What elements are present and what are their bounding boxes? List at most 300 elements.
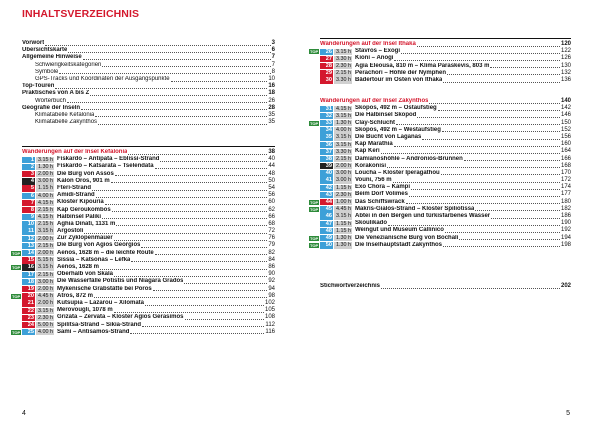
- hike-title: Fiskardo – Antipata – Eblissi-Strand: [57, 156, 160, 163]
- dot-leader: [84, 230, 267, 234]
- dot-leader: [396, 121, 560, 125]
- toc-entry-page: 7: [271, 54, 275, 61]
- hike-number-badge: 47: [320, 221, 333, 227]
- hike-page: 186: [560, 213, 571, 219]
- hike-page: 72: [268, 228, 275, 235]
- hike-entry[interactable]: [22, 314, 275, 321]
- hike-page: 98: [268, 292, 275, 299]
- hike-number-badge: 3: [22, 171, 35, 177]
- toc-entry-page: 35: [268, 111, 275, 118]
- hike-duration: 3.00 h: [336, 177, 351, 184]
- hike-entry[interactable]: [22, 307, 275, 314]
- hike-duration: 4.15 h: [38, 214, 53, 221]
- hike-entry[interactable]: [320, 184, 571, 191]
- hike-entry[interactable]: [310, 198, 571, 206]
- hike-duration: 3.00 h: [38, 278, 53, 285]
- hike-entry[interactable]: [22, 278, 275, 285]
- hike-page: 48: [268, 170, 275, 177]
- dot-leader: [475, 207, 560, 211]
- hike-entry[interactable]: [320, 170, 571, 177]
- hike-duration: 1.30 h: [38, 163, 53, 170]
- hike-number-badge: 19: [22, 286, 35, 292]
- section-heading-zakynthos[interactable]: [320, 98, 571, 105]
- dot-leader: [45, 42, 270, 46]
- hike-number-badge: 11: [22, 228, 35, 234]
- hike-duration: 2.15 h: [336, 155, 351, 162]
- hike-entry[interactable]: [22, 221, 275, 228]
- hike-number-badge: 43: [320, 192, 333, 198]
- toc-entry-page: 18: [268, 90, 275, 97]
- dot-leader: [111, 179, 268, 183]
- dot-leader: [153, 287, 268, 291]
- top-tour-badge: TOP: [310, 242, 319, 248]
- hike-duration: 1.00 h: [336, 199, 351, 206]
- dot-leader: [59, 70, 270, 74]
- hike-entry[interactable]: [320, 63, 571, 70]
- hike-duration: 4.45 h: [38, 293, 53, 300]
- hike-entry[interactable]: [320, 156, 571, 163]
- hike-entry[interactable]: [320, 77, 571, 84]
- toc-entry-page: 6: [271, 47, 275, 54]
- hike-number-badge: 25: [22, 329, 35, 335]
- hike-title: Kap Keri: [355, 148, 380, 155]
- hike-title: Sissia – Katsonas – Lefka: [57, 256, 131, 263]
- hike-number-badge: 4: [22, 178, 35, 184]
- hike-page: 190: [560, 220, 571, 227]
- toc-heading: INHALTSVERZEICHNIS: [22, 8, 140, 20]
- dot-leader: [464, 157, 560, 161]
- toc-entry-page: 7: [271, 61, 275, 68]
- hike-duration: 2.15 h: [336, 70, 351, 77]
- hike-title: Skoulikado: [355, 220, 388, 227]
- hike-entry[interactable]: [320, 213, 571, 220]
- dot-leader: [459, 236, 560, 240]
- hike-entry[interactable]: [12, 264, 275, 271]
- dot-leader: [100, 266, 267, 270]
- toc-entry-page: 3: [271, 40, 275, 46]
- hike-title: Die Halbinsel Skopod: [355, 112, 417, 119]
- hike-number-badge: 16: [22, 264, 35, 270]
- toc-entry[interactable]: [22, 54, 275, 61]
- hike-duration: 2.00 h: [38, 250, 53, 257]
- toc-entry[interactable]: [22, 69, 275, 76]
- hike-title: Aenos, 1628 m: [57, 264, 100, 270]
- toc-entry-title: Wörterbuch: [35, 97, 67, 104]
- hike-number-badge: 35: [320, 134, 333, 140]
- dot-leader: [491, 215, 560, 219]
- hike-title: Damianoshöhle – Andronios-Brunnen: [355, 155, 463, 162]
- index-entry[interactable]: [320, 283, 571, 290]
- ithaka-section: [310, 38, 571, 84]
- hike-duration: 3.15 h: [336, 112, 351, 119]
- hike-number-badge: 23: [22, 315, 35, 321]
- hike-entry[interactable]: [310, 48, 571, 55]
- hike-title: Kutsupia – Lazarou – Xilomata: [57, 299, 145, 306]
- hike-duration: 2.30 h: [38, 314, 53, 321]
- hike-entry[interactable]: [310, 241, 571, 249]
- hike-title: Makris-Gialos-Strand – Kloster Spiliotissa: [355, 205, 475, 212]
- hike-entry[interactable]: [22, 271, 275, 278]
- dot-leader: [406, 200, 560, 204]
- hike-number-badge: 48: [320, 228, 333, 234]
- hike-number-badge: 10: [22, 221, 35, 227]
- dot-leader: [145, 302, 264, 306]
- hike-duration: 3.15 h: [38, 228, 53, 235]
- toc-entry-page: 26: [268, 97, 275, 104]
- hike-title: Merovougli, 1078 m: [57, 307, 113, 314]
- hike-duration: 3.00 h: [336, 170, 351, 177]
- hike-duration: 2.00 h: [38, 300, 53, 307]
- hike-number-badge: 20: [22, 293, 35, 299]
- hike-duration: 1.15 h: [336, 220, 351, 227]
- toc-entry[interactable]: [22, 90, 275, 97]
- toc-entry-page: 16: [268, 83, 275, 90]
- hike-number-badge: 22: [22, 308, 35, 314]
- section-heading-ithaka[interactable]: [320, 41, 571, 48]
- hike-number-badge: 12: [22, 236, 35, 242]
- hike-title: Skopos, 492 m – Ostaufstieg: [355, 105, 437, 112]
- dot-leader: [422, 136, 560, 140]
- hike-title: Stavros – Exogi: [355, 48, 401, 55]
- hike-entry[interactable]: [320, 191, 571, 198]
- toc-entry-page: 28: [268, 104, 275, 111]
- hike-duration: 1.30 h: [336, 119, 351, 126]
- hike-duration: 3.30 h: [336, 148, 351, 155]
- hike-entry[interactable]: [22, 163, 275, 170]
- hike-title: Sami – Antisamos-Strand: [57, 328, 130, 335]
- hike-page: 180: [560, 198, 571, 205]
- dot-leader: [409, 193, 560, 197]
- hike-title: Die Wasserfälle Potistis und Niagara Grados: [57, 278, 184, 285]
- section-heading-kefalonia[interactable]: [22, 149, 275, 156]
- dot-leader: [442, 128, 560, 132]
- hike-duration: 1.15 h: [336, 227, 351, 234]
- dot-leader: [381, 285, 560, 289]
- hike-duration: 3.15 h: [336, 213, 351, 220]
- toc-entry-page: 10: [268, 75, 275, 82]
- hike-entry[interactable]: [22, 228, 275, 235]
- hike-page: 164: [560, 148, 571, 155]
- hike-page: 92: [268, 278, 275, 285]
- hike-number-badge: 40: [320, 170, 333, 176]
- toc-entry-page: 120: [560, 41, 571, 47]
- toc-entry-title: Praktisches von A bis Z: [22, 90, 90, 97]
- hike-title: Agia Eleousa, 810 m – Klima Paraskevis, 803 m: [355, 62, 490, 69]
- dot-leader: [171, 78, 268, 82]
- hike-entry[interactable]: [320, 105, 571, 112]
- toc-entry[interactable]: [22, 98, 275, 105]
- toc-entry[interactable]: [22, 40, 275, 47]
- dot-leader: [114, 309, 264, 313]
- dot-leader: [96, 194, 268, 198]
- dot-leader: [393, 179, 560, 183]
- dot-leader: [184, 280, 267, 284]
- toc-entry-title: Stichwortverzeichnis: [320, 283, 381, 289]
- hike-title: Loucha – Kloster Iperagathou: [355, 169, 440, 176]
- hike-page: 40: [268, 156, 275, 163]
- toc-entry[interactable]: [22, 83, 275, 90]
- toc-entry[interactable]: [22, 112, 275, 119]
- page-number-left: 4: [22, 410, 26, 417]
- hike-duration: 3.30 h: [336, 77, 351, 84]
- dot-leader: [131, 258, 267, 262]
- hike-duration: 4.15 h: [336, 105, 351, 112]
- hike-number-badge: 5: [22, 185, 35, 191]
- hike-title: Bädertour im Osten von Ithaka: [355, 76, 443, 83]
- hike-page: 194: [560, 234, 571, 241]
- toc-entry-title: Vorwort: [22, 40, 45, 46]
- hike-duration: 3.15 h: [38, 307, 53, 314]
- dot-leader: [443, 243, 560, 247]
- hike-page: 177: [560, 191, 571, 198]
- hike-entry[interactable]: [22, 257, 275, 264]
- hike-entry[interactable]: [320, 227, 571, 234]
- hike-number-badge: 8: [22, 207, 35, 213]
- top-tour-badge: TOP: [12, 250, 21, 256]
- hike-duration: 2.00 h: [38, 235, 53, 242]
- hike-number-badge: 2: [22, 164, 35, 170]
- dot-leader: [142, 323, 264, 327]
- hike-page: 54: [268, 184, 275, 191]
- hike-number-badge: 41: [320, 177, 333, 183]
- dot-leader: [445, 229, 560, 233]
- hike-number-badge: 44: [320, 199, 333, 205]
- dot-leader: [447, 71, 560, 75]
- toc-entry-title: Top-Touren: [22, 83, 55, 90]
- hike-entry[interactable]: [320, 177, 571, 184]
- hike-entry[interactable]: [320, 141, 571, 148]
- hike-entry[interactable]: [310, 119, 571, 127]
- hike-duration: 1.15 h: [38, 185, 53, 192]
- dot-leader: [102, 63, 270, 67]
- hike-page: 60: [268, 199, 275, 206]
- hike-page: 79: [268, 242, 275, 249]
- kefalonia-section: [12, 146, 275, 336]
- hike-title: Die Inselhauptstadt Zakynthos: [355, 241, 443, 248]
- dot-leader: [394, 143, 560, 147]
- hike-page: 142: [560, 105, 571, 112]
- dot-leader: [394, 57, 560, 61]
- toc-entry-title: Wanderungen auf der Insel Zakynthos: [320, 98, 429, 104]
- hike-page: 108: [264, 314, 275, 321]
- hike-entry[interactable]: [22, 192, 275, 199]
- hike-entry[interactable]: [320, 134, 571, 141]
- hike-title: Kap Geroukombos: [57, 206, 111, 213]
- hike-entry[interactable]: [320, 127, 571, 134]
- dot-leader: [98, 121, 267, 125]
- hike-entry[interactable]: [22, 286, 275, 293]
- hike-entry[interactable]: [22, 300, 275, 307]
- hike-title: Perachori – Höhle der Nymphen: [355, 69, 447, 76]
- hike-page: 156: [560, 133, 571, 140]
- hike-title: Vouni, 756 m: [355, 177, 392, 184]
- dot-leader: [411, 186, 560, 190]
- hike-entry[interactable]: [320, 163, 571, 170]
- hike-page: 112: [265, 321, 275, 328]
- hike-number-badge: 42: [320, 185, 333, 191]
- dot-leader: [141, 244, 267, 248]
- dot-leader: [114, 237, 268, 241]
- hike-title: Halbinsel Paliki: [57, 213, 102, 220]
- dot-leader: [160, 158, 267, 162]
- dot-leader: [55, 85, 267, 89]
- dot-leader: [102, 215, 267, 219]
- hike-entry[interactable]: [22, 207, 275, 214]
- hike-entry[interactable]: [22, 235, 275, 242]
- hike-entry[interactable]: [22, 322, 275, 329]
- hike-page: 56: [268, 192, 275, 199]
- hike-page: 132: [560, 69, 571, 76]
- hike-title: Aghia Dinati, 1131 m: [57, 220, 116, 227]
- hike-title: Mykenische Grabstätte bei Poros: [57, 285, 152, 292]
- hike-title: Oberhalb von Skala: [57, 271, 114, 278]
- hike-title: Spilitsa-Strand – Sikia-Strand: [57, 321, 142, 328]
- hike-number-badge: 49: [320, 235, 333, 241]
- hike-entry[interactable]: [320, 148, 571, 155]
- hike-page: 102: [264, 299, 275, 306]
- hike-page: 44: [268, 163, 275, 170]
- hike-duration: 3.15 h: [336, 48, 351, 55]
- dot-leader: [130, 330, 264, 334]
- hike-entry[interactable]: [22, 171, 275, 178]
- toc-entry-page: 35: [268, 119, 275, 126]
- hike-entry[interactable]: [320, 112, 571, 119]
- hike-duration: 4.00 h: [336, 127, 351, 134]
- top-tour-badge: TOP: [310, 235, 319, 241]
- hike-entry[interactable]: [22, 178, 275, 185]
- hike-duration: 5.15 h: [38, 257, 53, 264]
- hike-number-badge: 1: [22, 157, 35, 163]
- toc-entry[interactable]: [22, 105, 275, 112]
- hike-title: Fteri-Strand: [57, 184, 92, 191]
- hike-entry[interactable]: [22, 185, 275, 192]
- hike-page: 94: [268, 285, 275, 292]
- hike-page: 50: [268, 177, 275, 184]
- hike-page: 170: [560, 169, 571, 176]
- hike-entry[interactable]: [310, 234, 571, 242]
- dot-leader: [90, 92, 267, 96]
- hike-number-badge: 27: [320, 56, 333, 62]
- hike-page: 152: [560, 126, 571, 133]
- hike-entry[interactable]: [310, 205, 571, 213]
- dot-leader: [115, 172, 268, 176]
- top-tour-badge: TOP: [12, 293, 21, 299]
- hike-title: Die Burg von Agios Georgios: [57, 242, 141, 249]
- hike-number-badge: 21: [22, 300, 35, 306]
- hike-duration: 4.00 h: [38, 192, 53, 199]
- toc-entry[interactable]: [22, 47, 275, 54]
- hike-page: 68: [268, 220, 275, 227]
- dot-leader: [429, 100, 560, 104]
- top-tour-badge: TOP: [12, 329, 21, 335]
- hike-entry[interactable]: [320, 70, 571, 77]
- toc-entry-title: Symbole: [35, 68, 59, 75]
- hike-duration: 3.15 h: [38, 264, 53, 271]
- hike-number-badge: 29: [320, 70, 333, 76]
- toc-entry-title: Schwierigkeitskategorien: [35, 61, 102, 68]
- hike-title: Atros, 872 m: [57, 292, 94, 299]
- toc-entry-title: Wanderungen auf der Insel Ithaka: [320, 41, 416, 47]
- hike-number-badge: 50: [320, 242, 333, 248]
- toc-entry-title: Klimatabelle Zakynthos: [35, 119, 98, 126]
- hike-entry[interactable]: [12, 292, 275, 300]
- hike-number-badge: 24: [22, 322, 35, 328]
- toc-entry-page: 202: [560, 283, 571, 289]
- hike-duration: 2.30 h: [336, 191, 351, 198]
- top-tour-badge: TOP: [310, 120, 319, 126]
- hike-duration: 4.15 h: [38, 199, 53, 206]
- dot-leader: [67, 99, 267, 103]
- hike-duration: 1.15 h: [336, 184, 351, 191]
- hike-entry[interactable]: [320, 55, 571, 62]
- hike-duration: 2.30 h: [336, 62, 351, 69]
- hike-number-badge: 39: [320, 163, 333, 169]
- hike-entry[interactable]: [22, 242, 275, 249]
- hike-entry[interactable]: [22, 214, 275, 221]
- hike-title: Korakonisi: [355, 162, 387, 169]
- dot-leader: [112, 208, 268, 212]
- toc-entry-title: Klimatabelle Kefalonia: [35, 111, 95, 118]
- hike-number-badge: 30: [320, 77, 333, 83]
- toc-entry[interactable]: [22, 119, 275, 126]
- dot-leader: [116, 222, 267, 226]
- top-tour-badge: TOP: [310, 49, 319, 55]
- hike-title: Die Bucht von Laganas: [355, 133, 422, 140]
- hike-entry[interactable]: [12, 328, 275, 336]
- hike-title: Abtei in den Bergen und türkisfarbenes Wasser: [355, 213, 491, 219]
- hike-title: Exo Chora – Kampi: [355, 184, 411, 191]
- hike-entry[interactable]: [12, 249, 275, 257]
- hike-entry[interactable]: [320, 220, 571, 227]
- hike-page: 90: [268, 271, 275, 278]
- top-tour-badge: TOP: [12, 265, 21, 270]
- hike-entry[interactable]: [22, 199, 275, 206]
- hike-title: Kioni – Anogi: [355, 55, 394, 62]
- hike-duration: 2.00 h: [38, 170, 53, 177]
- hike-number-badge: 32: [320, 113, 333, 119]
- hike-duration: 3.30 h: [336, 55, 351, 62]
- toc-entry-title: Übersichtskarte: [22, 47, 68, 54]
- hike-duration: 2.15 h: [38, 206, 53, 213]
- hike-title: Die Burg von Assos: [57, 170, 114, 177]
- hike-duration: 1.30 h: [336, 234, 351, 241]
- dot-leader: [401, 50, 560, 54]
- hike-page: 130: [560, 62, 571, 69]
- hike-title: Fiskardo – Katsarata – Tselendata: [57, 163, 154, 170]
- hike-duration: 4.45 h: [336, 206, 351, 213]
- hike-title: Kloster Kipouria: [57, 199, 104, 206]
- toc-entry[interactable]: [22, 76, 275, 83]
- hike-page: 116: [265, 328, 275, 335]
- hike-number-badge: 18: [22, 279, 35, 285]
- hike-title: Skopos, 492 m – Westaufstieg: [355, 126, 441, 133]
- hike-number-badge: 46: [320, 213, 333, 219]
- dot-leader: [114, 273, 267, 277]
- hike-number-badge: 45: [320, 206, 333, 212]
- dot-leader: [417, 43, 560, 47]
- hike-title: Das Schiffswrack: [355, 198, 405, 205]
- hike-number-badge: 38: [320, 156, 333, 162]
- toc-entry-page: 38: [268, 149, 275, 155]
- hike-title: Aenos, 1628 m – die leichte Route: [57, 249, 154, 256]
- toc-entry[interactable]: [22, 62, 275, 69]
- hike-page: 192: [560, 227, 571, 234]
- hike-duration: 3.15 h: [336, 141, 351, 148]
- hike-entry[interactable]: [22, 156, 275, 163]
- hike-number-badge: 13: [22, 243, 35, 249]
- dot-leader: [490, 64, 560, 68]
- hike-page: 82: [268, 249, 275, 256]
